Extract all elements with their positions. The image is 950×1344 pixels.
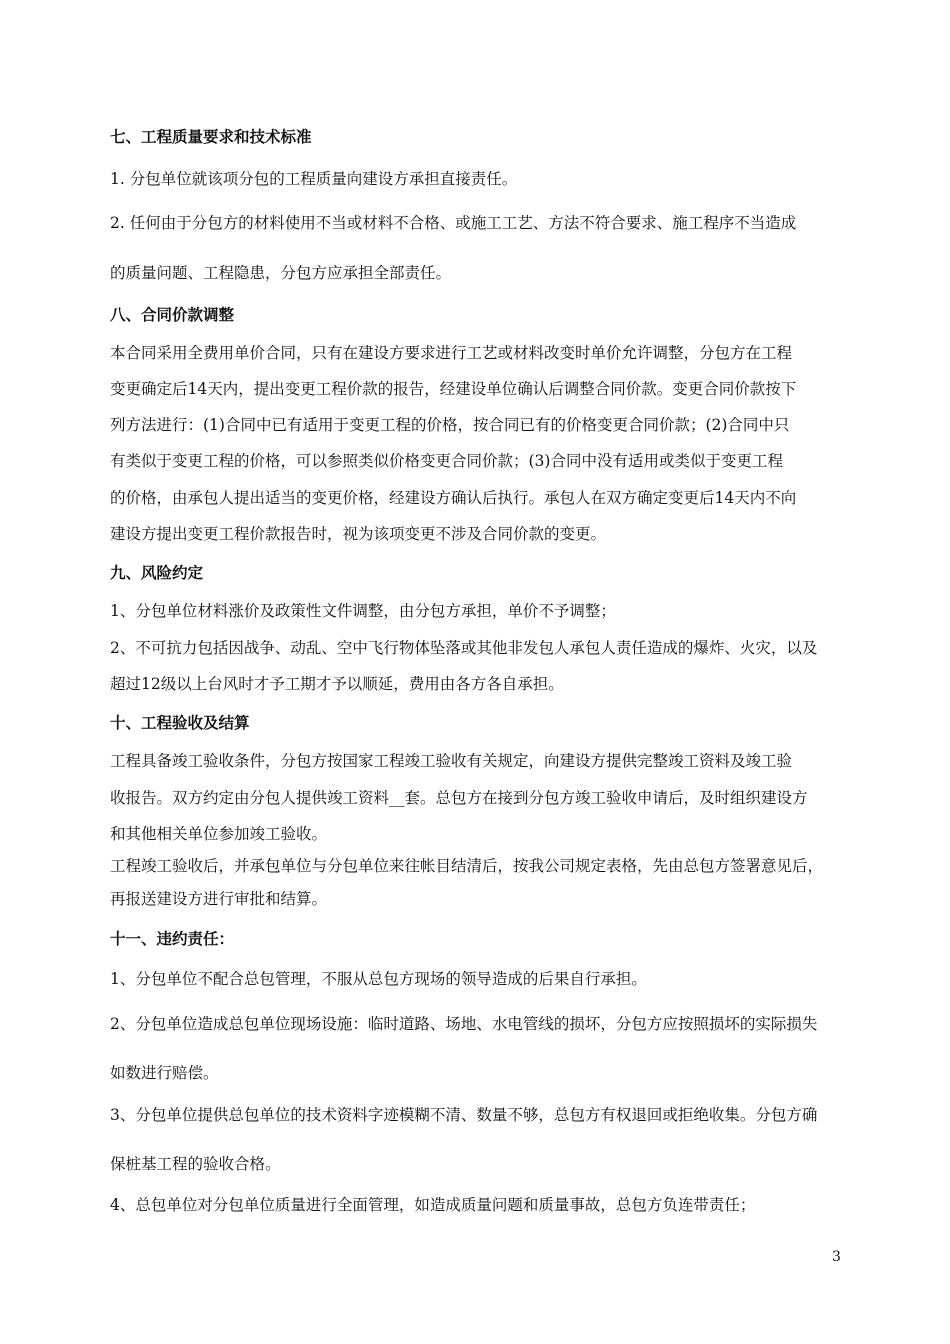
paragraph-line: 有类似于变更工程的价格，可以参照类似价格变更合同价款；(3)合同中没有适用或类似于变更工程 — [110, 452, 783, 470]
paragraph-line: 再报送建设方进行审批和结算。 — [110, 890, 328, 908]
paragraph-line: 的价格，由承包人提出适当的变更价格，经建设方确认后执行。承包人在双方确定变更后14天内不向 — [110, 489, 797, 507]
paragraph-line: 3、分包单位提供总包单位的技术资料字迹模糊不清、数量不够，总包方有权退回或拒绝收集。分包方确 — [110, 1106, 818, 1124]
section-8-heading: 八、合同价款调整 — [110, 305, 235, 324]
paragraph-line: 1. 分包单位就该项分包的工程质量向建设方承担直接责任。 — [110, 170, 518, 188]
paragraph-line: 1、分包单位不配合总包管理，不服从总包方现场的领导造成的后果自行承担。 — [110, 970, 647, 988]
paragraph-line: 2、分包单位造成总包单位现场设施：临时道路、场地、水电管线的损坏，分包方应按照损坏的实际损失 — [110, 1015, 818, 1033]
paragraph-line: 的质量问题、工程隐患，分包方应承担全部责任。 — [110, 264, 452, 282]
paragraph-line: 变更确定后14天内，提出变更工程价款的报告，经建设单位确认后调整合同价款。变更合同价款按下 — [110, 380, 797, 398]
section-7-heading: 七、工程质量要求和技术标准 — [110, 127, 312, 146]
page-number: 3 — [832, 1249, 841, 1265]
paragraph-line: 2、不可抗力包括因战争、动乱、空中飞行物体坠落或其他非发包人承包人责任造成的爆炸、火灾，以及 — [110, 639, 818, 657]
paragraph-line: 本合同采用全费用单价合同，只有在建设方要求进行工艺或材料改变时单价允许调整，分包方在工程 — [110, 344, 793, 362]
section-11-heading: 十一、违约责任： — [110, 929, 235, 948]
paragraph-line: 建设方提出变更工程价款报告时，视为该项变更不涉及合同价款的变更。 — [110, 525, 607, 543]
paragraph-line: 列方法进行：(1)合同中已有适用于变更工程的价格，按合同已有的价格变更合同价款；(2)合同中只 — [110, 416, 790, 434]
paragraph-line: 和其他相关单位参加竣工验收。 — [110, 825, 328, 843]
paragraph-line: 保桩基工程的验收合格。 — [110, 1155, 281, 1173]
paragraph-line: 超过12级以上台风时才予工期才予以顺延，费用由各方各自承担。 — [110, 675, 564, 693]
section-9-heading: 九、风险约定 — [110, 563, 204, 582]
paragraph-line: 4、总包单位对分包单位质量进行全面管理，如造成质量问题和质量事故，总包方负连带责任； — [110, 1196, 756, 1214]
paragraph-line: 如数进行赔偿。 — [110, 1064, 219, 1082]
paragraph-line: 收报告。双方约定由分包人提供竣工资料__套。总包方在接到分包方竣工验收申请后，及时组织建设方 — [110, 789, 808, 807]
paragraph-line: 工程竣工验收后，并承包单位与分包单位来往帐目结清后，按我公司规定表格，先由总包方签署意见后， — [110, 857, 824, 875]
paragraph-line: 工程具备竣工验收条件，分包方按国家工程竣工验收有关规定，向建设方提供完整竣工资料及竣工验 — [110, 752, 793, 770]
section-10-heading: 十、工程验收及结算 — [110, 713, 250, 732]
paragraph-line: 2. 任何由于分包方的材料使用不当或材料不合格、或施工工艺、方法不符合要求、施工程序不当造成 — [110, 214, 797, 232]
paragraph-line: 1、分包单位材料涨价及政策性文件调整，由分包方承担，单价不予调整； — [110, 602, 616, 620]
